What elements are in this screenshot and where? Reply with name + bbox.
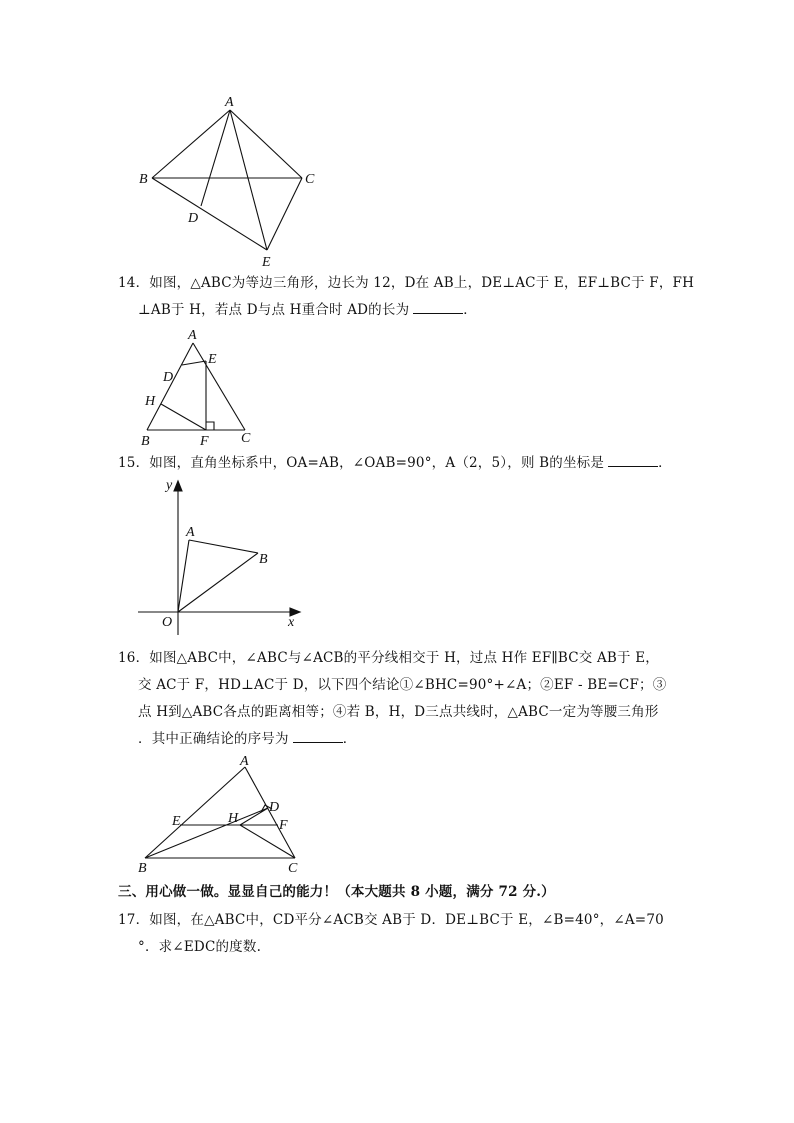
q16-line3: 点 H到△ABC各点的距离相等；④若 B，H，D三点共线时，△ABC一定为等腰三角形 <box>138 704 659 720</box>
q14-line1: 14．如图，△ABC为等边三角形，边长为 12，D在 AB上，DE⊥AC于 E，EF⊥BC于 F，FH <box>118 275 695 291</box>
q14-answer-blank[interactable] <box>413 299 463 314</box>
q14-line2: ⊥AB于 H，若点 D与点 H重合时 AD的长为 <box>138 302 410 318</box>
label-A: A <box>188 328 197 343</box>
label-B: B <box>141 434 150 447</box>
q15-line1: 15．如图，直角坐标系中，OA=AB，∠OAB=90°，A（2，5），则 B的坐标是 <box>118 455 605 471</box>
label-E: E <box>172 814 181 829</box>
label-D: D <box>163 370 174 385</box>
label-C: C <box>241 431 251 446</box>
figure-q15 <box>130 475 310 645</box>
section-3-title: 三、用心做一做。显显自己的能力！（本大题共 8 小题，满分 72 分.） <box>118 884 555 900</box>
question-16: 16．如图△ABC中，∠ABC与∠ACB的平分线相交于 H，过点 H作 EF∥BC交 AB于 E， 交 AC于 F，HD⊥AC于 D，以下四个结论①∠BHC=90°+∠A；②EF - BE=CF；③ 点 H到△ABC各点的距离相等；④若 B，H，D三点共线时，△ABC一定为等腰三角形 ．其中正确结论的序号为 ． <box>118 645 684 753</box>
section-3-heading <box>118 879 684 906</box>
label-F: F <box>200 434 209 447</box>
label-B: B <box>259 552 268 567</box>
label-A: A <box>186 525 195 540</box>
q17-line1: 17．如图，在△ABC中，CD平分∠ACB交 AB于 D．DE⊥BC于 E，∠B=40°，∠A=70 <box>118 912 664 928</box>
label-E: E <box>208 352 217 367</box>
label-C: C <box>288 861 298 876</box>
question-15: 15．如图，直角坐标系中，OA=AB，∠OAB=90°，A（2，5），则 B的坐标是 ． <box>118 450 684 477</box>
label-B: B <box>138 861 147 876</box>
label-H: H <box>145 394 156 409</box>
figure-q13 <box>130 90 330 270</box>
q15-answer-blank[interactable] <box>608 452 658 467</box>
label-x: x <box>288 615 295 630</box>
label-C: C <box>305 172 315 187</box>
q16-line2: 交 AC于 F，HD⊥AC于 D，以下四个结论①∠BHC=90°+∠A；②EF - BE=CF；③ <box>138 677 667 693</box>
label-H: H <box>228 811 239 826</box>
label-y: y <box>166 478 173 493</box>
question-17 <box>118 907 684 961</box>
figure-q14 <box>135 325 265 447</box>
q16-answer-blank[interactable] <box>293 728 343 743</box>
q17-line2: °．求∠EDC的度数. <box>138 939 262 955</box>
label-E: E <box>262 255 271 270</box>
q16-line4: ．其中正确结论的序号为 <box>138 731 289 747</box>
label-A: A <box>240 754 249 769</box>
label-D: D <box>269 800 280 815</box>
label-D: D <box>188 211 199 226</box>
label-O: O <box>162 615 173 630</box>
q16-line1: 16．如图△ABC中，∠ABC与∠ACB的平分线相交于 H，过点 H作 EF∥BC交 AB于 E， <box>118 650 659 666</box>
figure-q16 <box>130 752 310 878</box>
label-B: B <box>139 172 148 187</box>
label-A: A <box>225 95 234 110</box>
question-14: 14．如图，△ABC为等边三角形，边长为 12，D在 AB上，DE⊥AC于 E，EF⊥BC于 F，FH ⊥AB于 H，若点 D与点 H重合时 AD的长为 ． <box>118 270 684 324</box>
label-F: F <box>279 818 288 833</box>
